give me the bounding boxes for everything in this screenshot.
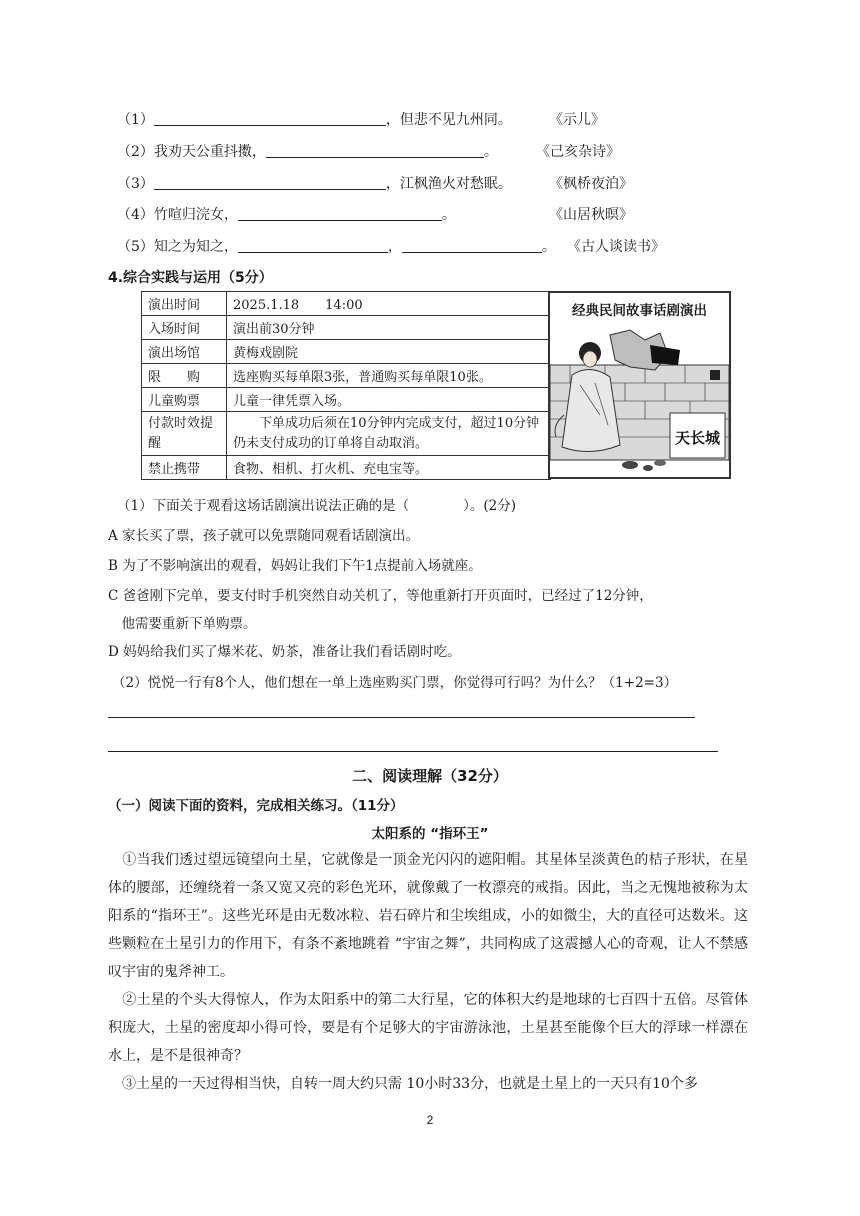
poem-text: ，但悲不见九州同。	[385, 112, 512, 128]
row-value: 演出前30分钟	[227, 316, 551, 340]
row-label: 付款时效提醒	[142, 412, 227, 456]
poem-text: ，	[387, 239, 402, 255]
option-c-continued: 他需要重新下单购票。	[108, 616, 257, 632]
row-label: 入场时间	[142, 316, 227, 340]
row-value: 下单成功后须在10分钟内完成支付，超过10分钟仍未支付成功的订单将自动取消。	[227, 412, 551, 456]
table-row	[142, 292, 551, 316]
row-value: 2025.1.18 14:00	[227, 292, 551, 316]
poem-num: （2）	[117, 144, 154, 160]
row-value: 选座购买每单限3张，普通购买每单限10张。	[227, 364, 551, 388]
table-row	[142, 316, 551, 340]
row-label: 禁止携带	[142, 456, 227, 480]
section-4-title: 4.综合实践与运用（5分）	[108, 270, 273, 286]
poem-text: 竹喧归浣女，	[153, 207, 238, 223]
reading-section-title: （一）阅读下面的资料，完成相关练习。（11分）	[108, 798, 404, 814]
option-d[interactable]: D 妈妈给我们买了爆米花、奶茶，准备让我们看话剧时吃。	[108, 644, 461, 660]
poster-image	[548, 291, 731, 479]
table-row	[142, 456, 551, 480]
poem-line-1	[117, 109, 512, 129]
poem-text: 。	[483, 144, 498, 160]
poem-text: 。	[541, 239, 556, 255]
article-body	[108, 846, 748, 1098]
performance-info-table	[141, 291, 551, 480]
row-label: 儿童购票	[142, 388, 227, 412]
option-b[interactable]: B 为了不影响演出的观看，妈妈让我们下午1点提前入场就座。	[108, 558, 482, 574]
poem-source-4: 《山居秋暝》	[549, 207, 633, 223]
poem-source-3: 《枫桥夜泊》	[549, 176, 633, 192]
poem-line-3	[117, 173, 512, 193]
poster-title: 经典民间故事话剧演出	[572, 303, 707, 319]
article-paragraph-3: ③土星的一天过得相当快，自转一周大约只需 10小时33分，也就是土星上的一天只有10个多	[108, 1076, 698, 1092]
page-number: 2	[426, 1113, 434, 1127]
article-paragraph-1: ①当我们透过望远镜望向土星，它就像是一顶金光闪闪的遮阳帽。其星体呈淡黄色的桔子形状，在星体的腰部，还缠绕着一条又宽又亮的彩色光环，就像戴了一枚漂亮的戒指。因此，当之无愧地被称为太阳系的“指环王”。这些光环是由无数冰粒、岩石碎片和尘埃组成，小的如微尘，大的直径可达数米。这些颗粒在土星引力的作用下，有条不紊地跳着 “宇宙之舞”，共同构成了这震撼人心的奇观，让人不禁感叹宇宙的鬼斧神工。	[108, 852, 748, 980]
poem-text: 我劝天公重抖擞，	[153, 144, 266, 160]
article-title: 太阳系的 “指环王”	[371, 826, 489, 842]
poem-num: （1）	[117, 112, 154, 128]
row-value: 黄梅戏剧院	[227, 340, 551, 364]
poem-text: ，江枫渔火对愁眠。	[385, 176, 512, 192]
row-label: 演出场馆	[142, 340, 227, 364]
answer-line[interactable]	[108, 751, 718, 752]
question-2: （2）悦悦一行有8个人，他们想在一单上选座购买门票，你觉得可行吗？为什么？（1+2=3）	[112, 675, 678, 691]
part-2-heading: 二、阅读理解（32分）	[352, 767, 508, 785]
poem-text: 知之为知之，	[153, 239, 238, 255]
row-label: 演出时间	[142, 292, 227, 316]
table-row	[142, 340, 551, 364]
answer-blank[interactable]	[402, 236, 542, 253]
poem-source-5: 《古人谈读书》	[567, 239, 665, 255]
answer-blank[interactable]	[238, 236, 388, 253]
poem-text: 。	[441, 207, 456, 223]
answer-blank[interactable]	[154, 173, 386, 190]
answer-line[interactable]	[108, 717, 695, 718]
row-label: 限 购	[142, 364, 227, 388]
row-value: 食物、相机、打火机、充电宝等。	[227, 456, 551, 480]
row-value: 儿童一律凭票入场。	[227, 388, 551, 412]
poster-illustration	[550, 325, 729, 475]
table-row	[142, 364, 551, 388]
article-paragraph-2: ②土星的个头大得惊人，作为太阳系中的第二大行星，它的体积大约是地球的七百四十五倍。尽管体积庞大，土星的密度却小得可怜，要是有个足够大的宇宙游泳池，土星甚至能像个巨大的浮球一样漂在水上，是不是很神奇？	[108, 992, 748, 1064]
poem-num: （4）	[117, 207, 154, 223]
poem-num: （5）	[117, 239, 154, 255]
table-row	[142, 388, 551, 412]
answer-blank[interactable]	[238, 204, 442, 221]
poem-line-2	[117, 141, 498, 161]
poem-line-4	[117, 204, 456, 224]
option-c[interactable]: C 爸爸刚下完单，要支付时手机突然自动关机了，等他重新打开页面时，已经过了12分钟，	[108, 588, 653, 604]
poem-num: （3）	[117, 176, 154, 192]
poem-source-1: 《示儿》	[549, 112, 605, 128]
poster-sign-text: 天长城	[675, 429, 721, 447]
poem-line-5	[117, 236, 556, 256]
option-a[interactable]: A 家长买了票，孩子就可以免票随同观看话剧演出。	[108, 528, 420, 544]
question-1: （1）下面关于观看这场话剧演出说法正确的是（ ）。(2分)	[117, 498, 516, 514]
answer-blank[interactable]	[266, 141, 484, 158]
table-row	[142, 412, 551, 456]
answer-blank[interactable]	[154, 109, 386, 126]
poem-source-2: 《己亥杂诗》	[536, 144, 620, 160]
